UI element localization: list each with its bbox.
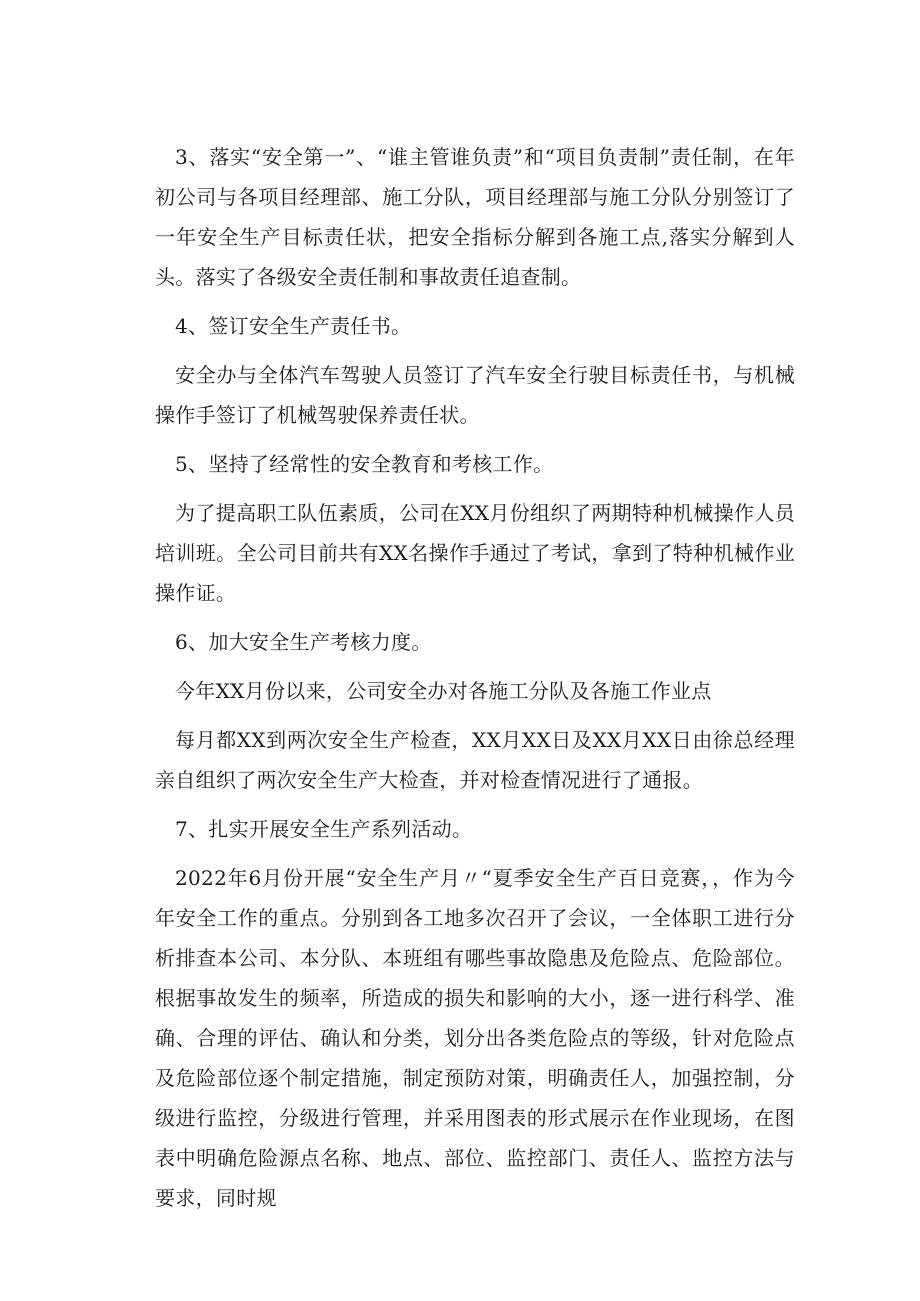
paragraph-body-4: 安全办与全体汽车驾驶人员签订了汽车安全行驶目标责任书，与机械操作手签订了机械驾驶保养责任状。	[155, 363, 795, 427]
paragraph-heading-4: 4、签订安全生产责任书。	[175, 314, 412, 338]
paragraph-body-6b: 每月都XX到两次安全生产检查，XX月XX日及XX月XX日由徐总经理亲自组织了两次安全生产大检查，并对检查情况进行了通报。	[155, 728, 795, 792]
paragraph-item-3: 3、落实“安全第一”、“谁主管谁负责”和“项目负责制”责任制，在年初公司与各项目经理部、施工分队，项目经理部与施工分队分别签订了一年安全生产目标责任状，把安全指标分解到各施工点,落实分解到人头。落实了各级安全责任制和事故责任追查制。	[155, 145, 795, 289]
document-body	[155, 137, 795, 1227]
paragraph-heading-7: 7、扎实开展安全生产系列活动。	[175, 817, 473, 841]
paragraph-body-6a: 今年XX月份以来，公司安全办对各施工分队及各施工作业点	[175, 679, 712, 703]
paragraph-heading-6: 6、加大安全生产考核力度。	[175, 630, 432, 654]
paragraph-heading-5: 5、坚持了经常性的安全教育和考核工作。	[175, 452, 554, 476]
paragraph-body-7: 2022年6月份开展“安全生产月〃“夏季安全生产百日竞赛，，作为今年安全工作的重点。分别到各工地多次召开了会议，一全体职工进行分析排查本公司、本分队、本班组有哪些事故隐患及危险点、危险部位。根据事故发生的频率，所造成的损失和影响的大小，逐一进行科学、准确、合理的评估、确认和分类，划分出各类危险点的等级，针对危险点及危险部位逐个制定措施，制定预防对策，明确责任人，加强控制，分级进行监控，分级进行管理，并采用图表的形式展示在作业现场，在图表中明确危险源点名称、地点、部位、监控部门、责任人、监控方法与要求，同时规	[155, 866, 795, 1210]
paragraph-body-5: 为了提高职工队伍素质，公司在XX月份组织了两期特种机械操作人员培训班。全公司目前共有XX名操作手通过了考试，拿到了特种机械作业操作证。	[155, 501, 795, 605]
